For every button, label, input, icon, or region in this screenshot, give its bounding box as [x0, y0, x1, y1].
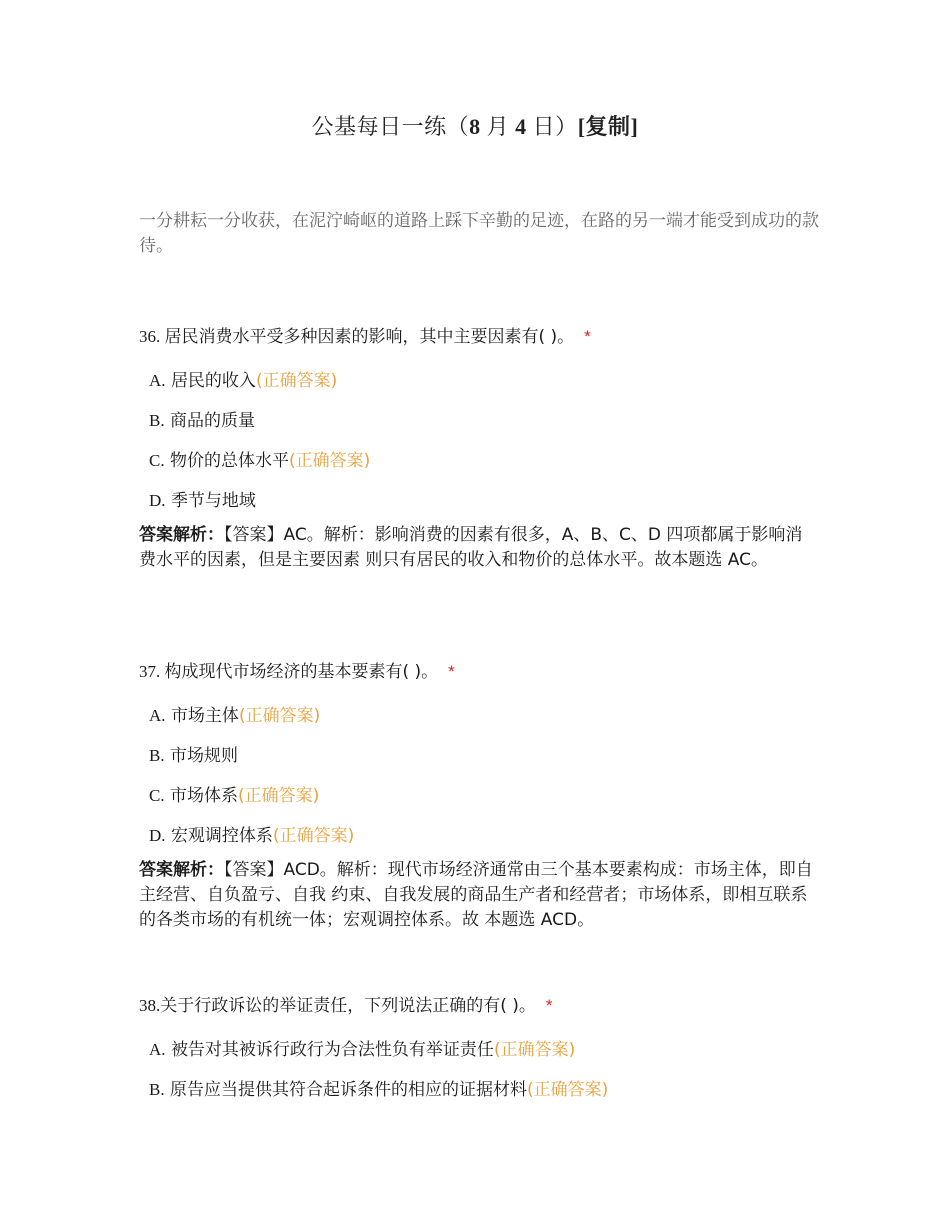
- option-b[interactable]: B. 原告应当提供其符合起诉条件的相应的证据材料(正确答案): [149, 1080, 609, 1100]
- required-mark: *: [448, 662, 455, 681]
- question-title: [139, 994, 819, 1018]
- option-a[interactable]: A. 居民的收入(正确答案): [149, 371, 338, 391]
- options-list: [139, 1038, 819, 1118]
- correct-answer-tag: (正确答案): [272, 826, 355, 846]
- option-a[interactable]: A. 被告对其被诉行政行为合法性负有举证责任(正确答案): [149, 1040, 576, 1060]
- intro-text: 一分耕耘一分收获，在泥泞崎岖的道路上踩下辛勤的足迹，在路的另一端才能受到成功的款待。: [139, 211, 819, 256]
- question-37: [139, 660, 819, 933]
- options-list: [139, 369, 819, 529]
- option-b[interactable]: B. 商品的质量: [149, 411, 255, 431]
- option-c[interactable]: C. 市场体系(正确答案): [149, 786, 320, 806]
- required-mark: *: [584, 327, 591, 346]
- question-text: 关于行政诉讼的举证责任，下列说法正确的有( )。: [160, 996, 536, 1016]
- title-month: 8: [469, 114, 481, 139]
- question-36: [139, 325, 819, 573]
- question-number: 38.: [139, 996, 161, 1015]
- page-title: [0, 110, 950, 141]
- correct-answer-tag: (正确答案): [255, 371, 338, 391]
- question-number: 36.: [139, 327, 161, 346]
- title-prefix: 公基每日一练（: [311, 114, 470, 139]
- question-text: 居民消费水平受多种因素的影响，其中主要因素有( )。: [164, 327, 575, 347]
- title-day-unit: 日）: [532, 114, 578, 139]
- option-a[interactable]: A. 市场主体(正确答案): [149, 706, 321, 726]
- correct-answer-tag: (正确答案): [493, 1040, 576, 1060]
- title-month-unit: 月: [486, 114, 510, 139]
- option-d[interactable]: D. 宏观调控体系(正确答案): [149, 826, 355, 846]
- correct-answer-tag: (正确答案): [238, 706, 321, 726]
- option-d[interactable]: D. 季节与地域: [149, 491, 256, 511]
- options-list: [139, 704, 819, 864]
- correct-answer-tag: (正确答案): [238, 786, 320, 806]
- correct-answer-tag: (正确答案): [289, 451, 371, 471]
- correct-answer-tag: (正确答案): [527, 1080, 609, 1100]
- analysis-label: 答案解析：: [139, 525, 224, 545]
- option-b[interactable]: B. 市场规则: [149, 746, 238, 766]
- required-mark: *: [545, 996, 553, 1015]
- question-title: [139, 325, 819, 349]
- answer-analysis: [139, 523, 819, 573]
- question-number: 37.: [139, 662, 161, 681]
- question-title: [139, 660, 819, 684]
- question-text: 构成现代市场经济的基本要素有( )。: [164, 662, 439, 682]
- answer-analysis: [139, 858, 819, 933]
- option-c[interactable]: C. 物价的总体水平(正确答案): [149, 451, 371, 471]
- question-38: [139, 994, 819, 1118]
- analysis-text: 【答案】AC。解析：影响消费的因素有很多，A、B、C、D 四项都属于影响消费水平的因素，但是主要因素 则只有居民的收入和物价的总体水平。故本题选 AC。: [139, 525, 803, 570]
- analysis-label: 答案解析：: [139, 860, 224, 880]
- copy-tag: [复制]: [577, 114, 639, 139]
- title-day: 4: [515, 114, 527, 139]
- analysis-text: 【答案】ACD。解析：现代市场经济通常由三个基本要素构成：市场主体，即自主经营、自负盈亏、自我 约束、自我发展的商品生产者和经营者；市场体系，即相互联系的各类市场的有机统一体；宏观调控体系。故 本题选 ACD。: [139, 860, 813, 930]
